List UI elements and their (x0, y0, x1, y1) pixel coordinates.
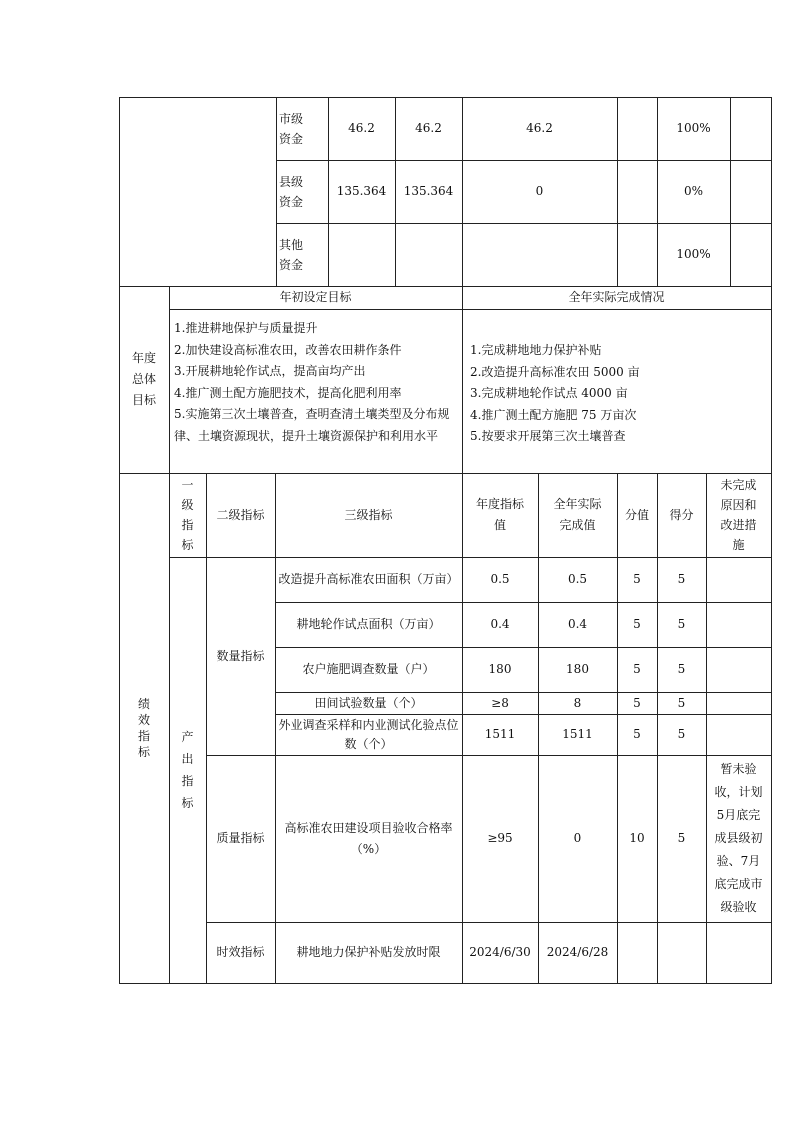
table-rule (275, 473, 276, 984)
fund-other-score (617, 223, 657, 286)
indicator-score: 5 (677, 831, 686, 845)
table-rule (276, 223, 771, 224)
indicator-score (657, 922, 706, 983)
list-item: 5.实施第三次土壤普查，查明查清土壤类型及分布规律、土壤资源现状，提升土壤资源保护和利用水平 (174, 407, 450, 443)
indicator-actual: 1511 (562, 727, 593, 741)
fund-county-score (617, 160, 657, 223)
header-target: 年度指标 值 (475, 497, 524, 532)
indicator-reason: 暂未验收，计划5月底完成县级初验、7月底完成市级验收 (714, 762, 763, 914)
header-level3: 三级指标 (344, 507, 393, 522)
indicator-points (617, 922, 657, 983)
table-rule (706, 473, 707, 984)
fund-other-adjusted (395, 223, 462, 286)
indicator-name: 田间试验数量（个） (314, 695, 423, 710)
indicator-points: 5 (633, 695, 641, 710)
goals-initial-list (174, 318, 459, 447)
indicator-points: 5 (633, 662, 641, 676)
fund-county-plan: 135.364 (336, 184, 387, 198)
indicator-points: 5 (633, 617, 641, 631)
table-rule (275, 714, 771, 715)
fund-city-executed: 46.2 (526, 121, 553, 135)
list-item: 4.推广测土配方施肥 75 万亩次 (470, 407, 637, 422)
list-item: 3.开展耕地轮作试点，提高亩均产出 (174, 364, 366, 378)
table-rule (462, 97, 463, 286)
list-item: 2.改造提升高标准农田 5000 亩 (470, 364, 640, 379)
indicator-name: 改造提升高标准农田面积（万亩） (278, 572, 459, 586)
indicator-actual: 8 (573, 695, 582, 710)
goals-actual-list (470, 340, 768, 448)
fund-city-adjusted: 46.2 (415, 121, 442, 135)
table-rule (657, 97, 658, 286)
indicator-target: ≥8 (491, 695, 509, 710)
indicator-name: 耕地地力保护补贴发放时限 (296, 945, 441, 959)
fund-county-adjusted: 135.364 (403, 184, 454, 198)
table-rule (276, 97, 277, 286)
performance-section-label: 绩 效 指 标 (137, 697, 150, 759)
table-rule (119, 473, 771, 474)
fund-other-plan (328, 223, 395, 286)
fund-city-plan: 46.2 (348, 121, 375, 135)
table-rule (169, 286, 170, 984)
fund-city-score (617, 97, 657, 160)
list-item: 5.按要求开展第三次土壤普查 (470, 429, 626, 443)
table-border (119, 97, 120, 984)
indicator-target: 2024/6/30 (469, 945, 531, 959)
indicator-score: 5 (677, 572, 686, 586)
list-item: 2.加快建设高标准农田，改善农田耕作条件 (174, 342, 402, 357)
header-score: 得分 (669, 507, 694, 522)
table-rule (730, 97, 731, 286)
indicator-name: 高标准农田建设项目验收合格率（%） (284, 820, 453, 856)
table-rule (657, 473, 658, 984)
goals-actual-header: 全年实际完成情况 (568, 290, 665, 304)
header-level1: 一 级 指 标 (181, 478, 194, 552)
table-rule (119, 286, 771, 287)
indicator-points: 5 (633, 572, 641, 586)
list-item: 3.完成耕地轮作试点 4000 亩 (470, 386, 628, 400)
goals-initial-header: 年初设定目标 (279, 290, 352, 304)
indicator-name: 耕地轮作试点面积（万亩） (296, 617, 441, 631)
list-item: 1.完成耕地地力保护补贴 (470, 343, 602, 357)
header-reason: 未完成 原因和 改进措 施 (720, 478, 757, 552)
table-rule (275, 692, 771, 693)
indicator-name: 农户施肥调查数量（户） (302, 662, 435, 676)
indicator-score: 5 (677, 695, 686, 710)
table-rule (169, 557, 771, 558)
indicator-target: ≥95 (487, 831, 513, 845)
indicator-actual: 0.4 (567, 617, 588, 631)
table-rule (206, 755, 771, 756)
indicator-actual: 0.5 (567, 572, 588, 586)
indicator-score: 5 (677, 617, 686, 631)
group-quality: 质量指标 (216, 831, 265, 845)
table-rule (328, 97, 329, 286)
header-actual: 全年实际 完成值 (553, 497, 602, 532)
table-rule (275, 602, 771, 603)
group-timeliness: 时效指标 (216, 945, 265, 959)
fund-label-county: 县级 资金 (279, 174, 304, 209)
fund-label-city: 市级 资金 (279, 111, 304, 146)
table-rule (462, 286, 463, 984)
table-rule (206, 922, 771, 923)
indicator-score: 5 (677, 662, 686, 676)
fund-county-executed: 0 (535, 184, 544, 198)
indicator-points: 5 (633, 727, 641, 741)
table-rule (617, 473, 618, 984)
indicator-actual: 0 (573, 831, 582, 845)
goals-section-label: 年度 总体 目标 (131, 351, 156, 407)
table-border (119, 97, 772, 98)
indicator-target: 180 (488, 662, 512, 676)
header-level2: 二级指标 (216, 507, 265, 522)
indicator-reason (706, 692, 771, 714)
table-rule (206, 473, 207, 984)
fund-county-rate: 0% (683, 184, 704, 198)
table-rule (169, 309, 771, 310)
indicator-reason (706, 714, 771, 755)
fund-label-other: 其他 资金 (279, 237, 304, 272)
indicator-name: 外业调查采样和内业测试化验点位数（个） (278, 717, 459, 751)
level1-output: 产 出 指 标 (181, 730, 194, 810)
group-quantity: 数量指标 (216, 648, 265, 663)
indicator-target: 0.5 (490, 572, 510, 586)
indicator-reason (706, 647, 771, 692)
indicator-target: 0.4 (490, 617, 510, 631)
table-rule (617, 97, 618, 286)
indicator-actual: 180 (566, 662, 589, 676)
fund-other-rate: 100% (676, 247, 711, 261)
fund-other-executed (462, 223, 617, 286)
table-border (771, 97, 772, 984)
table-rule (395, 97, 396, 286)
indicator-reason (706, 602, 771, 647)
list-item: 1.推进耕地保护与质量提升 (174, 321, 318, 335)
indicator-points: 10 (629, 831, 645, 845)
fund-city-rate: 100% (676, 121, 711, 135)
table-rule (275, 647, 771, 648)
table-rule (538, 473, 539, 984)
list-item: 4.推广测土配方施肥技术，提高化肥利用率 (174, 385, 402, 400)
header-points: 分值 (624, 507, 649, 522)
indicator-reason (706, 922, 771, 983)
indicator-score: 5 (677, 727, 686, 741)
indicator-actual: 2024/6/28 (546, 945, 609, 959)
indicator-reason (706, 557, 771, 602)
table-border (119, 983, 772, 984)
table-rule (276, 160, 771, 161)
indicator-target: 1511 (484, 727, 516, 741)
